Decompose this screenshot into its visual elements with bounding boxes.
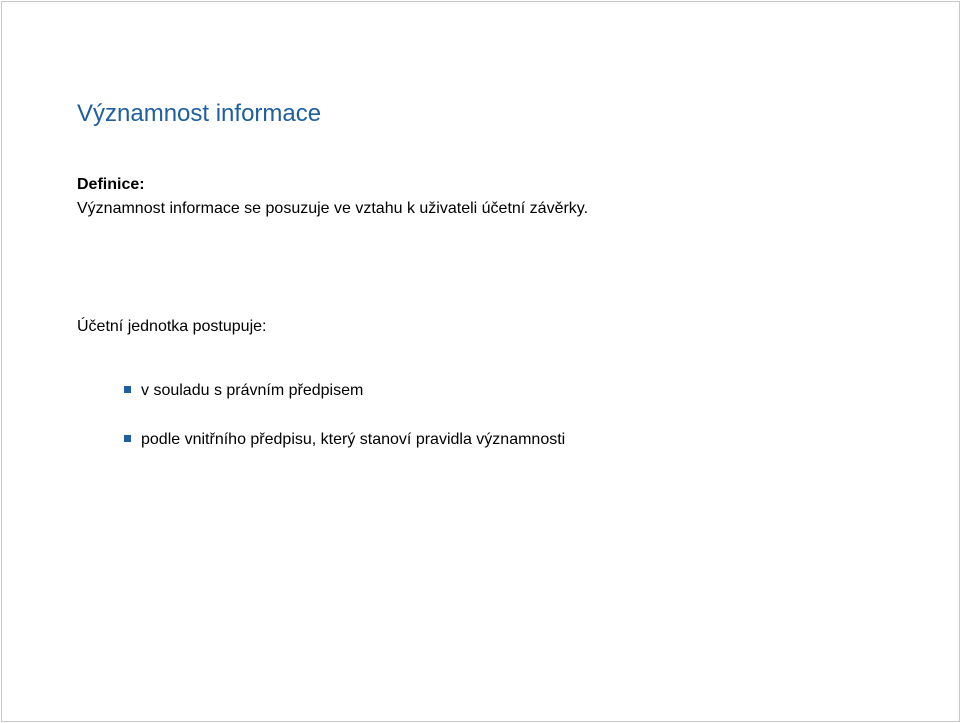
square-bullet-icon xyxy=(124,435,131,442)
intro-text: Účetní jednotka postupuje: xyxy=(77,318,267,335)
list-item xyxy=(124,431,565,480)
bullet-list xyxy=(124,382,565,480)
square-bullet-icon xyxy=(124,386,131,393)
bullet-text: podle vnitřního předpisu, který stanoví pravidla významnosti xyxy=(141,431,566,448)
slide xyxy=(1,1,960,722)
slide-title: Významnost informace xyxy=(77,100,322,127)
list-item xyxy=(124,382,565,431)
definition-text: Významnost informace se posuzuje ve vztahu k uživateli účetní závěrky. xyxy=(77,200,589,217)
definition-label: Definice: xyxy=(77,176,145,193)
bullet-text: v souladu s právním předpisem xyxy=(141,382,364,399)
